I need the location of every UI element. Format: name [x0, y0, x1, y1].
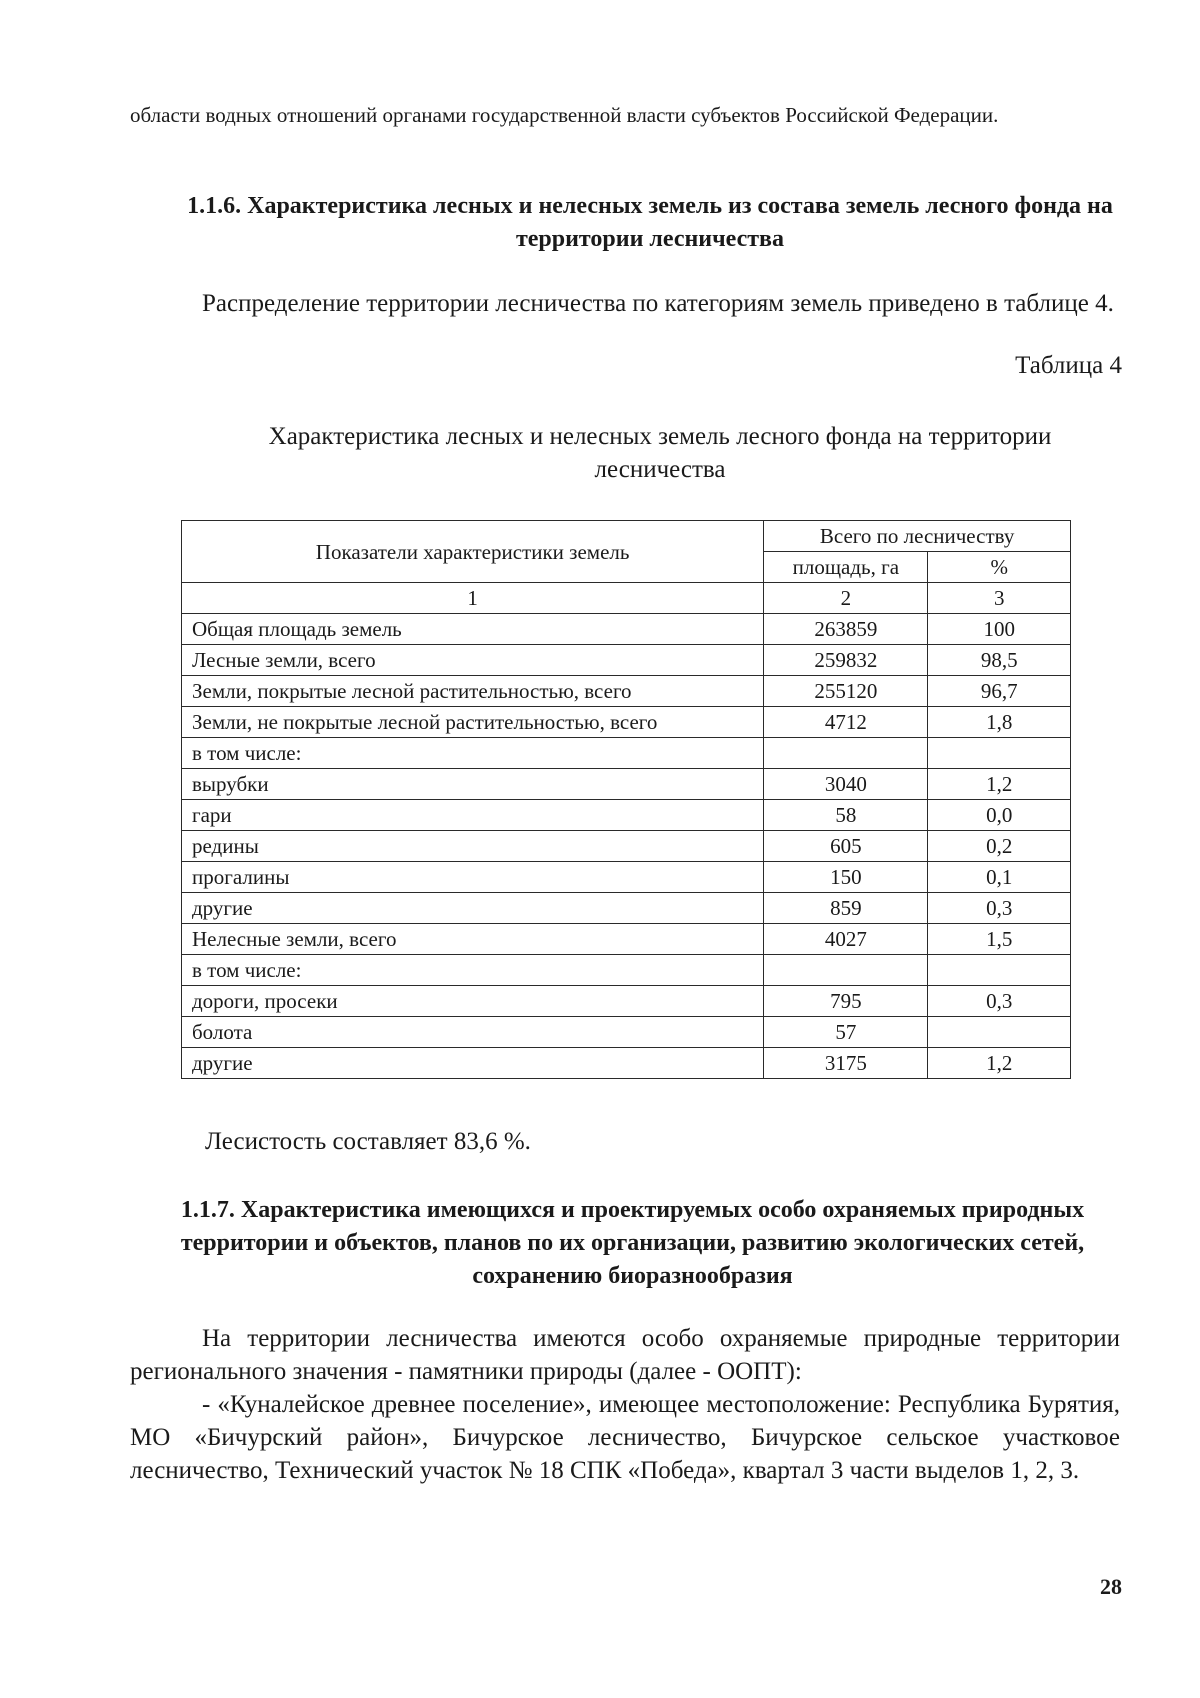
row-label: прогалины [182, 862, 764, 893]
row-area: 58 [764, 800, 928, 831]
row-area [764, 955, 928, 986]
table-row [182, 738, 1071, 769]
row-percent: 100 [928, 614, 1071, 645]
row-label: болота [182, 1017, 764, 1048]
header-total: Всего по лесничеству [764, 521, 1071, 552]
row-percent: 0,3 [928, 893, 1071, 924]
row-label: редины [182, 831, 764, 862]
table-row [182, 614, 1071, 645]
column-number-row [182, 583, 1071, 614]
protected-areas-paragraph: На территории лесничества имеются особо охраняемые природные территории регионального значения - памятники природы (далее - ООПТ): [130, 1325, 1120, 1385]
table-row [182, 1017, 1071, 1048]
table-row [182, 831, 1071, 862]
table-row [182, 893, 1071, 924]
row-label: в том числе: [182, 955, 764, 986]
row-area: 57 [764, 1017, 928, 1048]
table-row [182, 986, 1071, 1017]
row-area: 3040 [764, 769, 928, 800]
table-row [182, 1048, 1071, 1079]
table-header-row [182, 521, 1071, 552]
page-number: 28 [1100, 1574, 1122, 1599]
row-percent: 98,5 [928, 645, 1071, 676]
row-percent [928, 1017, 1071, 1048]
row-label: дороги, просеки [182, 986, 764, 1017]
row-area [764, 738, 928, 769]
table-title: Характеристика лесных и нелесных земель лесного фонда на территории лесничества [268, 423, 1052, 483]
row-area: 859 [764, 893, 928, 924]
header-percent: % [928, 552, 1071, 583]
section-heading-1-1-6: 1.1.6. Характеристика лесных и нелесных земель из состава земель лесного фонда на территории лесничества [187, 193, 1113, 252]
row-label: Лесные земли, всего [182, 645, 764, 676]
row-area: 4712 [764, 707, 928, 738]
table-row [182, 924, 1071, 955]
row-area: 4027 [764, 924, 928, 955]
row-percent: 0,0 [928, 800, 1071, 831]
row-area: 605 [764, 831, 928, 862]
row-percent: 96,7 [928, 676, 1071, 707]
protected-area-item: - «Куналейское древнее поселение», имеющее местоположение: Республика Бурятия, МО «Бичурский район», Бичурское лесничество, Бичурское сельское участковое лесничество, Технический участок № 18 СПК «Победа», квартал 3 части выделов 1, 2, 3. [130, 1391, 1120, 1484]
header-area: площадь, га [764, 552, 928, 583]
row-label: Нелесные земли, всего [182, 924, 764, 955]
row-label: другие [182, 1048, 764, 1079]
row-label: Общая площадь земель [182, 614, 764, 645]
row-percent [928, 955, 1071, 986]
row-label: другие [182, 893, 764, 924]
table-row [182, 955, 1071, 986]
row-percent: 1,2 [928, 769, 1071, 800]
row-percent: 0,2 [928, 831, 1071, 862]
row-percent: 0,3 [928, 986, 1071, 1017]
row-label: Земли, не покрытые лесной растительностью, всего [182, 707, 764, 738]
table-caption: Таблица 4 [1015, 352, 1122, 379]
header-indicator: Показатели характеристики земель [182, 521, 764, 583]
row-area: 259832 [764, 645, 928, 676]
row-percent: 1,2 [928, 1048, 1071, 1079]
land-characteristics-table [181, 520, 1071, 1079]
row-percent: 0,1 [928, 862, 1071, 893]
row-label: Земли, покрытые лесной растительностью, всего [182, 676, 764, 707]
intro-text: области водных отношений органами государственной власти субъектов Российской Федерации. [130, 103, 999, 127]
section-heading-1-1-7: 1.1.7. Характеристика имеющихся и проектируемых особо охраняемых природных территории и объектов, планов по их организации, развитию экологических сетей, сохранению биоразнообразия [180, 1197, 1085, 1289]
table-row [182, 676, 1071, 707]
row-percent: 1,5 [928, 924, 1071, 955]
row-area: 150 [764, 862, 928, 893]
row-area: 263859 [764, 614, 928, 645]
row-area: 795 [764, 986, 928, 1017]
forest-cover-text: Лесистость составляет 83,6 %. [205, 1128, 531, 1155]
row-percent [928, 738, 1071, 769]
column-number-3: 3 [928, 583, 1071, 614]
column-number-1: 1 [182, 583, 764, 614]
row-area: 3175 [764, 1048, 928, 1079]
row-percent: 1,8 [928, 707, 1071, 738]
row-label: в том числе: [182, 738, 764, 769]
row-label: гари [182, 800, 764, 831]
column-number-2: 2 [764, 583, 928, 614]
table-row [182, 707, 1071, 738]
table-row [182, 645, 1071, 676]
table-row [182, 862, 1071, 893]
table-row [182, 800, 1071, 831]
distribution-paragraph: Распределение территории лесничества по категориям земель приведено в таблице 4. [202, 290, 1114, 317]
row-label: вырубки [182, 769, 764, 800]
table-row [182, 769, 1071, 800]
row-area: 255120 [764, 676, 928, 707]
